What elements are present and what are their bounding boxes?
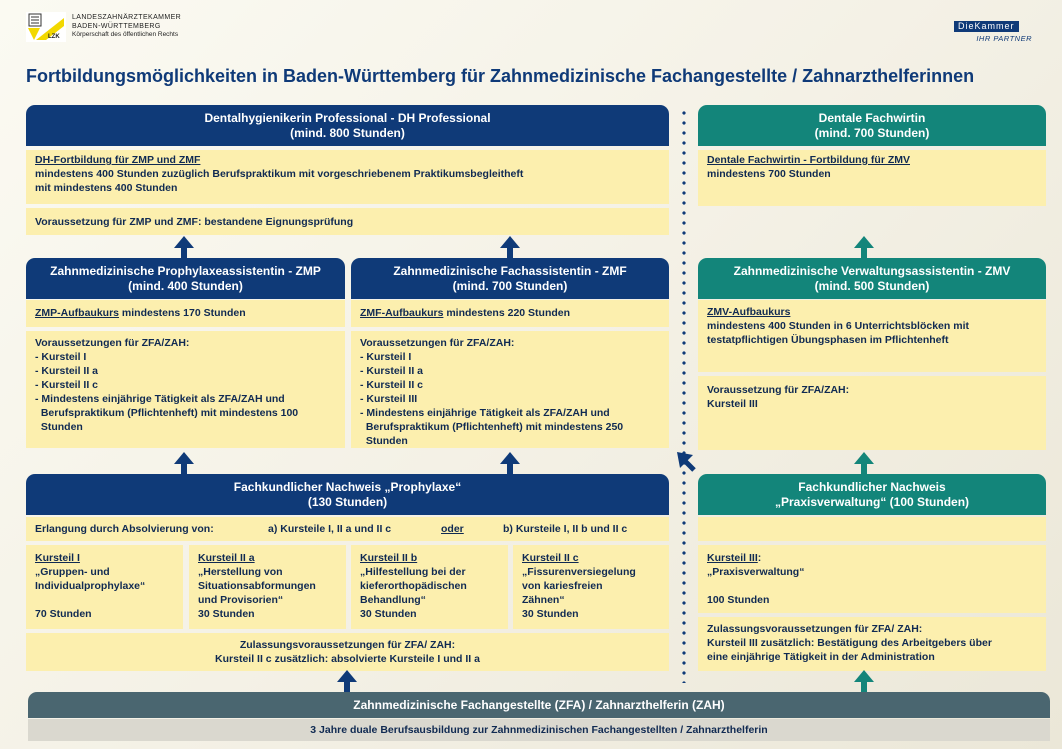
zmp-title: Zahnmedizinische Prophylaxeassistentin - ZMP xyxy=(50,263,321,278)
zmf-req-item: Berufspraktikum (Pflichtenheft) mit mindestens 250 xyxy=(360,421,624,433)
zmf-req-item: Stunden xyxy=(360,435,408,447)
zmf-course-hours: mindestens 220 Stunden xyxy=(443,307,571,319)
arrow-up-icon xyxy=(174,236,194,258)
dh-prereq: Voraussetzung für ZMP und ZMF: bestandene Eignungsprüfung xyxy=(35,216,354,228)
prophylaxe-title: Fachkundlicher Nachweis „Prophylaxe“ xyxy=(233,479,462,494)
zmp-course-hours: mindestens 170 Stunden xyxy=(119,307,246,319)
praxis-title: Fachkundlicher Nachweis xyxy=(798,479,946,494)
kursteil-name: Kursteil II a xyxy=(198,552,255,564)
zfa-title: Zahnmedizinische Fachangestellte (ZFA) / Zahnarzthelferin (ZAH) xyxy=(353,698,725,712)
kursteil-iii-hours: 100 Stunden xyxy=(707,594,770,606)
praxis-hours: „Praxisverwaltung“ (100 Stunden) xyxy=(774,494,970,509)
zmf-req-item: - Mindestens einjährige Tätigkeit als ZFA/ZAH und xyxy=(360,407,610,419)
lzk-badge: LZK xyxy=(48,34,60,40)
zmf-hours: (mind. 700 Stunden) xyxy=(452,278,568,293)
kursteil-desc: Zähnen“ xyxy=(522,594,565,606)
option-or: oder xyxy=(441,523,464,535)
arrow-up-icon xyxy=(854,452,874,474)
zmf-req-item: - Kursteil I xyxy=(360,351,412,363)
diekammer-label: DieKammer xyxy=(954,21,1019,32)
zmp-req-item: Stunden xyxy=(35,421,83,433)
kursteil-iii-colon: : xyxy=(757,552,762,564)
zmf-req-item: - Kursteil II a xyxy=(360,365,424,377)
org-line1: LANDESZAHNÄRZTEKAMMER xyxy=(72,14,182,21)
zmf-title: Zahnmedizinische Fachassistentin - ZMF xyxy=(393,263,627,278)
prophylaxe-admission-text: Kursteil II c zusätzlich: absolvierte Kursteile I und II a xyxy=(215,653,480,665)
praxis-admission-text: Kursteil III zusätzlich: Bestätigung des Arbeitgebers über xyxy=(707,637,992,649)
zmf-course-link[interactable]: ZMF-Aufbaukurs xyxy=(360,307,444,319)
zfa-sub: 3 Jahre duale Berufsausbildung zur Zahnmedizinischen Fachangestellten / Zahnarzthelferin xyxy=(310,724,768,736)
kursteil-desc: von kariesfreien xyxy=(522,580,603,592)
arrow-up-icon xyxy=(854,670,874,692)
fw-line1: mindestens 700 Stunden xyxy=(707,168,831,180)
arrow-diagonal-icon xyxy=(677,452,694,470)
arrow-up-icon xyxy=(854,236,874,258)
kursteil-name: Kursteil II b xyxy=(360,552,418,564)
dh-line1: mindestens 400 Stunden zuzüglich Berufspraktikum mit vorgeschriebenem Praktikumsbegleitheft xyxy=(35,168,524,180)
arrow-up-icon xyxy=(500,236,520,258)
kursteil-iii-name: Kursteil III xyxy=(707,552,758,564)
kursteil-name: Kursteil I xyxy=(35,552,80,564)
zmf-req-item: - Kursteil II c xyxy=(360,379,424,391)
kursteil-desc: „Herstellung von xyxy=(198,566,283,578)
prophylaxe-admission-title: Zulassungsvoraussetzungen für ZFA/ ZAH: xyxy=(239,639,456,651)
kursteil-name: Kursteil II c xyxy=(522,552,579,564)
org-line3: Körperschaft des öffentlichen Rechts xyxy=(72,31,179,38)
option-b: b) Kursteile I, II b und II c xyxy=(503,523,628,535)
kursteil-desc: „Hilfestellung bei der xyxy=(360,566,466,578)
praxis-admission-title: Zulassungsvoraussetzungen für ZFA/ ZAH: xyxy=(707,623,923,635)
kursteil-hours: 70 Stunden xyxy=(35,608,92,620)
dh-course-link[interactable]: DH-Fortbildung für ZMP und ZMF xyxy=(35,154,201,166)
arrow-up-icon xyxy=(337,670,357,692)
kursteil-desc: Individualprophylaxe“ xyxy=(35,580,146,592)
page-title: Fortbildungsmöglichkeiten in Baden-Württemberg für Zahnmedizinische Fachangestellte / Zahnarzthelferinnen xyxy=(26,66,975,86)
zmv-req-title: Voraussetzung für ZFA/ZAH: xyxy=(707,384,850,396)
zmf-req-item: - Kursteil III xyxy=(360,393,418,405)
kursteil-desc: kieferorthopädischen xyxy=(360,580,467,592)
prophylaxe-hours: (130 Stunden) xyxy=(307,494,388,509)
zmp-req-title: Voraussetzungen für ZFA/ZAH: xyxy=(35,337,190,349)
org-line2: BADEN-WÜRTTEMBERG xyxy=(72,22,161,30)
option-a: a) Kursteile I, II a und II c xyxy=(268,523,392,535)
kursteil-hours: 30 Stunden xyxy=(198,608,255,620)
diekammer-slogan: IHR PARTNER xyxy=(976,34,1032,43)
kursteil-desc: und Provisorien“ xyxy=(198,594,284,606)
zmp-hours: (mind. 400 Stunden) xyxy=(128,278,243,293)
zmv-line1: mindestens 400 Stunden in 6 Unterrichtsblöcken mit xyxy=(707,320,969,332)
zmp-req-item: - Mindestens einjährige Tätigkeit als ZFA/ZAH und xyxy=(35,393,285,405)
zmv-course-link[interactable]: ZMV-Aufbaukurs xyxy=(707,306,791,318)
fw-course-link[interactable]: Dentale Fachwirtin - Fortbildung für ZMV xyxy=(707,154,910,166)
kursteil-hours: 30 Stunden xyxy=(522,608,579,620)
dh-title: Dentalhygienikerin Professional - DH Professional xyxy=(204,110,491,125)
fw-title: Dentale Fachwirtin xyxy=(818,110,926,125)
zmv-req-item: Kursteil III xyxy=(707,398,758,410)
kursteil-desc: „Gruppen- und xyxy=(35,566,110,578)
zmv-line2: testatpflichtigen Übungsphasen im Pflichtenheft xyxy=(707,334,949,346)
arrow-up-icon xyxy=(174,452,194,474)
kursteil-desc: „Fissurenversiegelung xyxy=(522,566,636,578)
kursteil-desc: Situationsabformungen xyxy=(198,580,316,592)
arrow-up-icon xyxy=(500,452,520,474)
zmv-title: Zahnmedizinische Verwaltungsassistentin - ZMV xyxy=(733,263,1011,278)
zmp-req-item: Berufspraktikum (Pflichtenheft) mit mindestens 100 xyxy=(35,407,299,419)
zmf-req-title: Voraussetzungen für ZFA/ZAH: xyxy=(360,337,515,349)
kursteil-iii-desc: „Praxisverwaltung“ xyxy=(707,566,805,578)
erlangung-label: Erlangung durch Absolvierung von: xyxy=(35,523,214,535)
zmp-req-item: - Kursteil I xyxy=(35,351,87,363)
zmp-course-link[interactable]: ZMP-Aufbaukurs xyxy=(35,307,119,319)
zmp-req-item: - Kursteil II c xyxy=(35,379,99,391)
praxis-admission-text: eine einjährige Tätigkeit in der Administration xyxy=(707,651,935,663)
kursteil-hours: 30 Stunden xyxy=(360,608,417,620)
fw-hours: (mind. 700 Stunden) xyxy=(814,125,930,140)
zmv-hours: (mind. 500 Stunden) xyxy=(814,278,930,293)
zmp-req-item: - Kursteil II a xyxy=(35,365,99,377)
dh-line2: mit mindestens 400 Stunden xyxy=(35,182,178,194)
dh-hours: (mind. 800 Stunden) xyxy=(290,125,405,140)
kursteil-desc: Behandlung“ xyxy=(360,594,426,606)
